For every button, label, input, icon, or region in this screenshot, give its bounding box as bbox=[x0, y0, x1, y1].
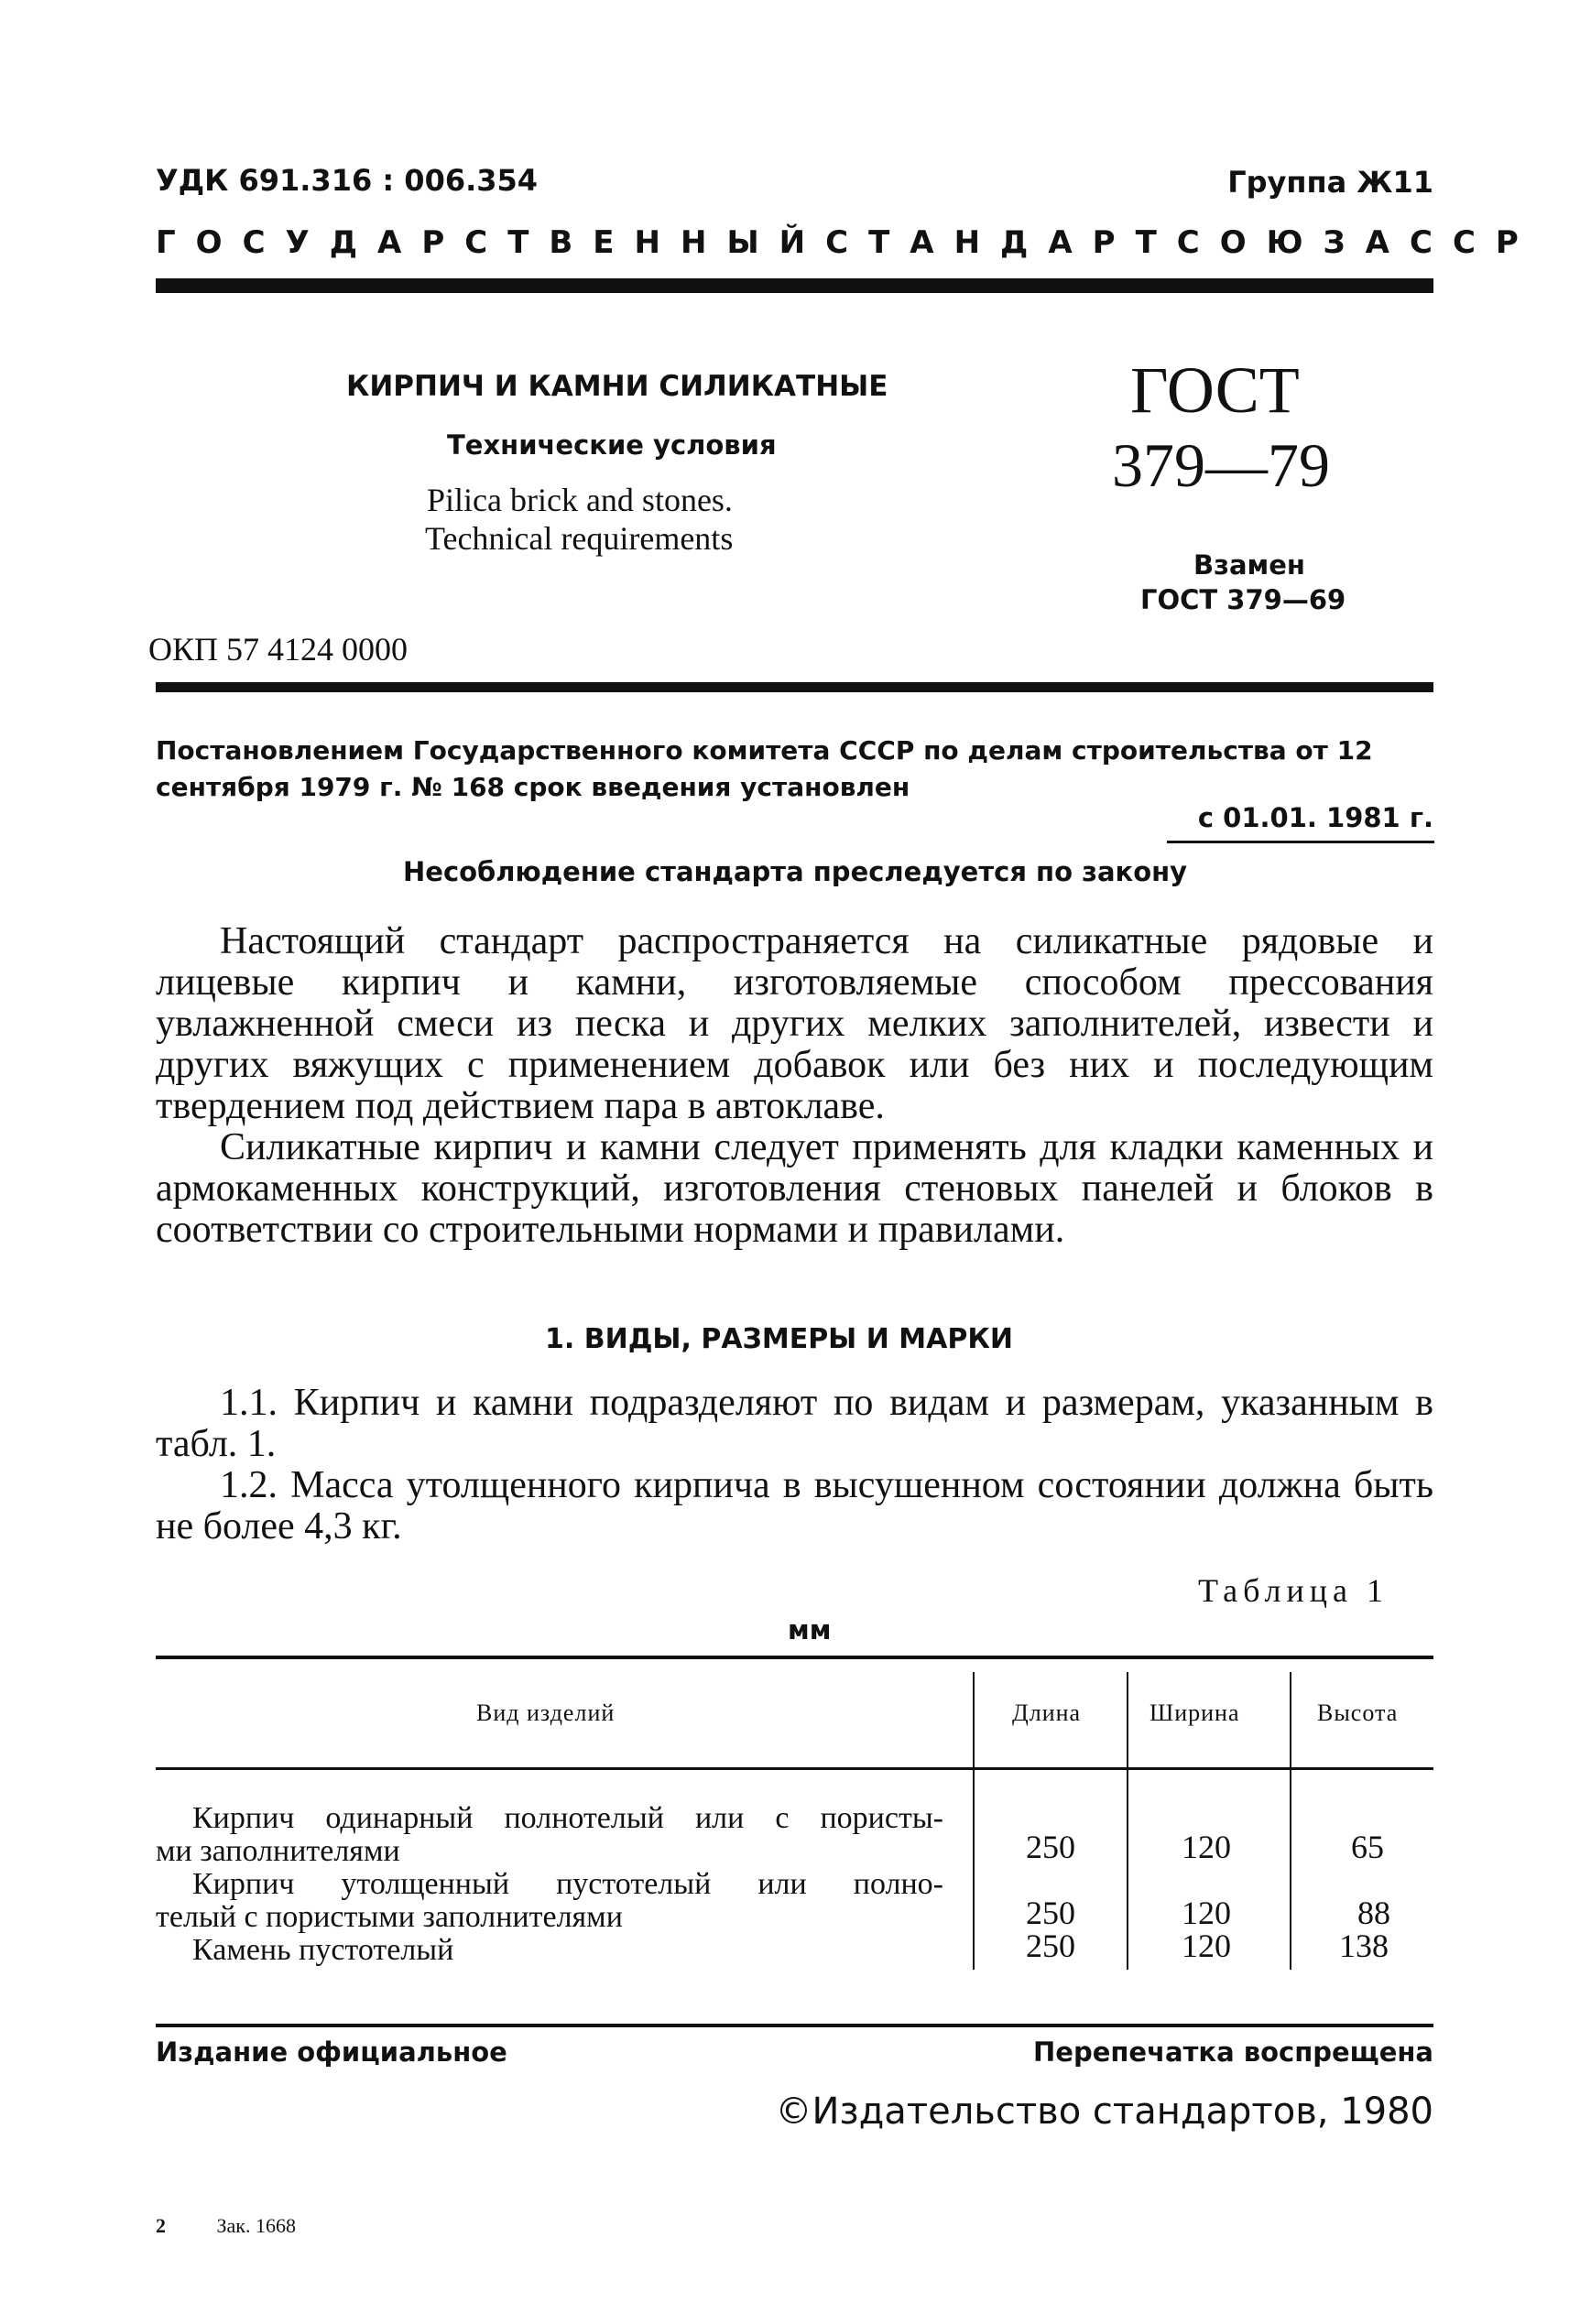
english-title-line: Technical requirements bbox=[425, 520, 734, 557]
table-row-name-line: Кирпич утолщенный пустотелый или полно- bbox=[192, 1867, 943, 1901]
copyright: ©Издательство стандартов, 1980 bbox=[775, 2091, 1433, 2133]
okp-code: ОКП 57 4124 0000 bbox=[148, 631, 409, 668]
gost-label: ГОСТ bbox=[1130, 353, 1300, 427]
table-column-divider bbox=[973, 1672, 975, 1970]
english-title bbox=[427, 481, 733, 558]
table-cell-width: 120 bbox=[1182, 1829, 1231, 1865]
standard-header-word: ГОСУДАРСТВЕННЫЙ bbox=[156, 224, 826, 261]
paragraph: Силикатные кирпич и камни следует применять для кладки каменных и армокаменных конструкций, изготовления стеновых панелей и блоков в соответствии со строительными нормами и правилами. bbox=[156, 1126, 1433, 1251]
standard-header-word: СОЮЗА bbox=[1176, 224, 1410, 261]
official-edition: Издание официальное bbox=[156, 2036, 507, 2068]
table-row-name-line: ми заполнителями bbox=[156, 1834, 400, 1868]
print-order bbox=[156, 2214, 296, 2238]
paragraph: Настоящий стандарт распространяется на силикатные рядовые и лицевые кирпич и камни, изготовляемые способом прессования увлажненной смеси из песка и других мелких заполнителей, извести и других вяжущих с применением добавок или без них и последующим твердением под действием пара в автоклаве. bbox=[156, 920, 1433, 1127]
effective-date-underline bbox=[1167, 841, 1434, 843]
reprint-notice: Перепечатка воспрещена bbox=[1033, 2036, 1433, 2068]
page-number: 2 bbox=[156, 2214, 166, 2237]
table-header-cell: Длина bbox=[1012, 1700, 1082, 1726]
standard-header-word: ССР bbox=[1410, 224, 1539, 261]
table-row-name-line: телый с пористыми заполнителями bbox=[156, 1900, 623, 1934]
dimensions-table bbox=[156, 1656, 1433, 1969]
table-cell-length: 250 bbox=[1026, 1829, 1075, 1865]
group-code: Группа Ж11 bbox=[1227, 165, 1433, 200]
decree-text: Постановлением Государственного комитета СССР по делам строительства от 12 сентября 1979 г. № 168 срок введения установлен bbox=[156, 735, 1373, 802]
table-cell-height: 138 bbox=[1339, 1928, 1389, 1964]
gost-number: 379—79 bbox=[1112, 430, 1330, 500]
effective-date: с 01.01. 1981 г. bbox=[1197, 802, 1433, 833]
paragraph: 1.1. Кирпич и камни подразделяют по видам и размерам, указанным в табл. 1. bbox=[156, 1382, 1433, 1465]
standard-header bbox=[156, 224, 1539, 261]
table-top-rule bbox=[156, 1656, 1433, 1659]
table-cell-width: 120 bbox=[1182, 1895, 1231, 1931]
table-row-name-line: Кирпич одинарный полнотелый или с пористы- bbox=[192, 1801, 943, 1835]
section-text bbox=[156, 1383, 1433, 1548]
footer-divider bbox=[156, 2024, 1433, 2027]
table-header-rule bbox=[156, 1767, 1433, 1770]
english-title-line: Pilica brick and stones. bbox=[427, 482, 733, 518]
table-column-divider bbox=[1290, 1672, 1291, 1970]
intro-text bbox=[156, 921, 1433, 1251]
table-cell-height: 65 bbox=[1351, 1829, 1384, 1865]
replaces-gost: ГОСТ 379—69 bbox=[1140, 584, 1346, 615]
table-column-divider bbox=[1127, 1672, 1128, 1970]
table-cell-length: 250 bbox=[1026, 1895, 1075, 1931]
table-row-name bbox=[156, 1802, 943, 1967]
order-number: Зак. 1668 bbox=[216, 2214, 296, 2237]
section-heading: 1. ВИДЫ, РАЗМЕРЫ И МАРКИ bbox=[545, 1323, 1013, 1355]
table-cell-length: 250 bbox=[1026, 1928, 1075, 1964]
replaces-label: Взамен bbox=[1193, 549, 1305, 581]
table-unit: мм bbox=[788, 1614, 832, 1645]
document-subtitle: Технические условия bbox=[447, 429, 777, 461]
title-divider bbox=[156, 682, 1433, 692]
table-title: Таблица 1 bbox=[1198, 1572, 1389, 1609]
paragraph: 1.2. Масса утолщенного кирпича в высушенном состоянии должна быть не более 4,3 кг. bbox=[156, 1464, 1433, 1548]
document-title: КИРПИЧ И КАМНИ СИЛИКАТНЫЕ bbox=[346, 370, 888, 403]
legal-warning: Несоблюдение стандарта преследуется по закону bbox=[403, 856, 1188, 887]
table-header-cell: Вид изделий bbox=[476, 1700, 616, 1726]
table-cell-height: 88 bbox=[1357, 1895, 1390, 1931]
table-cell-width: 120 bbox=[1182, 1928, 1231, 1964]
header-divider bbox=[156, 278, 1433, 293]
table-row-name-line: Камень пустотелый bbox=[192, 1933, 454, 1967]
udk-code: УДК 691.316 : 006.354 bbox=[156, 163, 539, 198]
table-header-cell: Ширина bbox=[1150, 1700, 1240, 1726]
table-header-cell: Высота bbox=[1317, 1700, 1399, 1726]
standard-header-word: СТАНДАРТ bbox=[825, 224, 1177, 261]
